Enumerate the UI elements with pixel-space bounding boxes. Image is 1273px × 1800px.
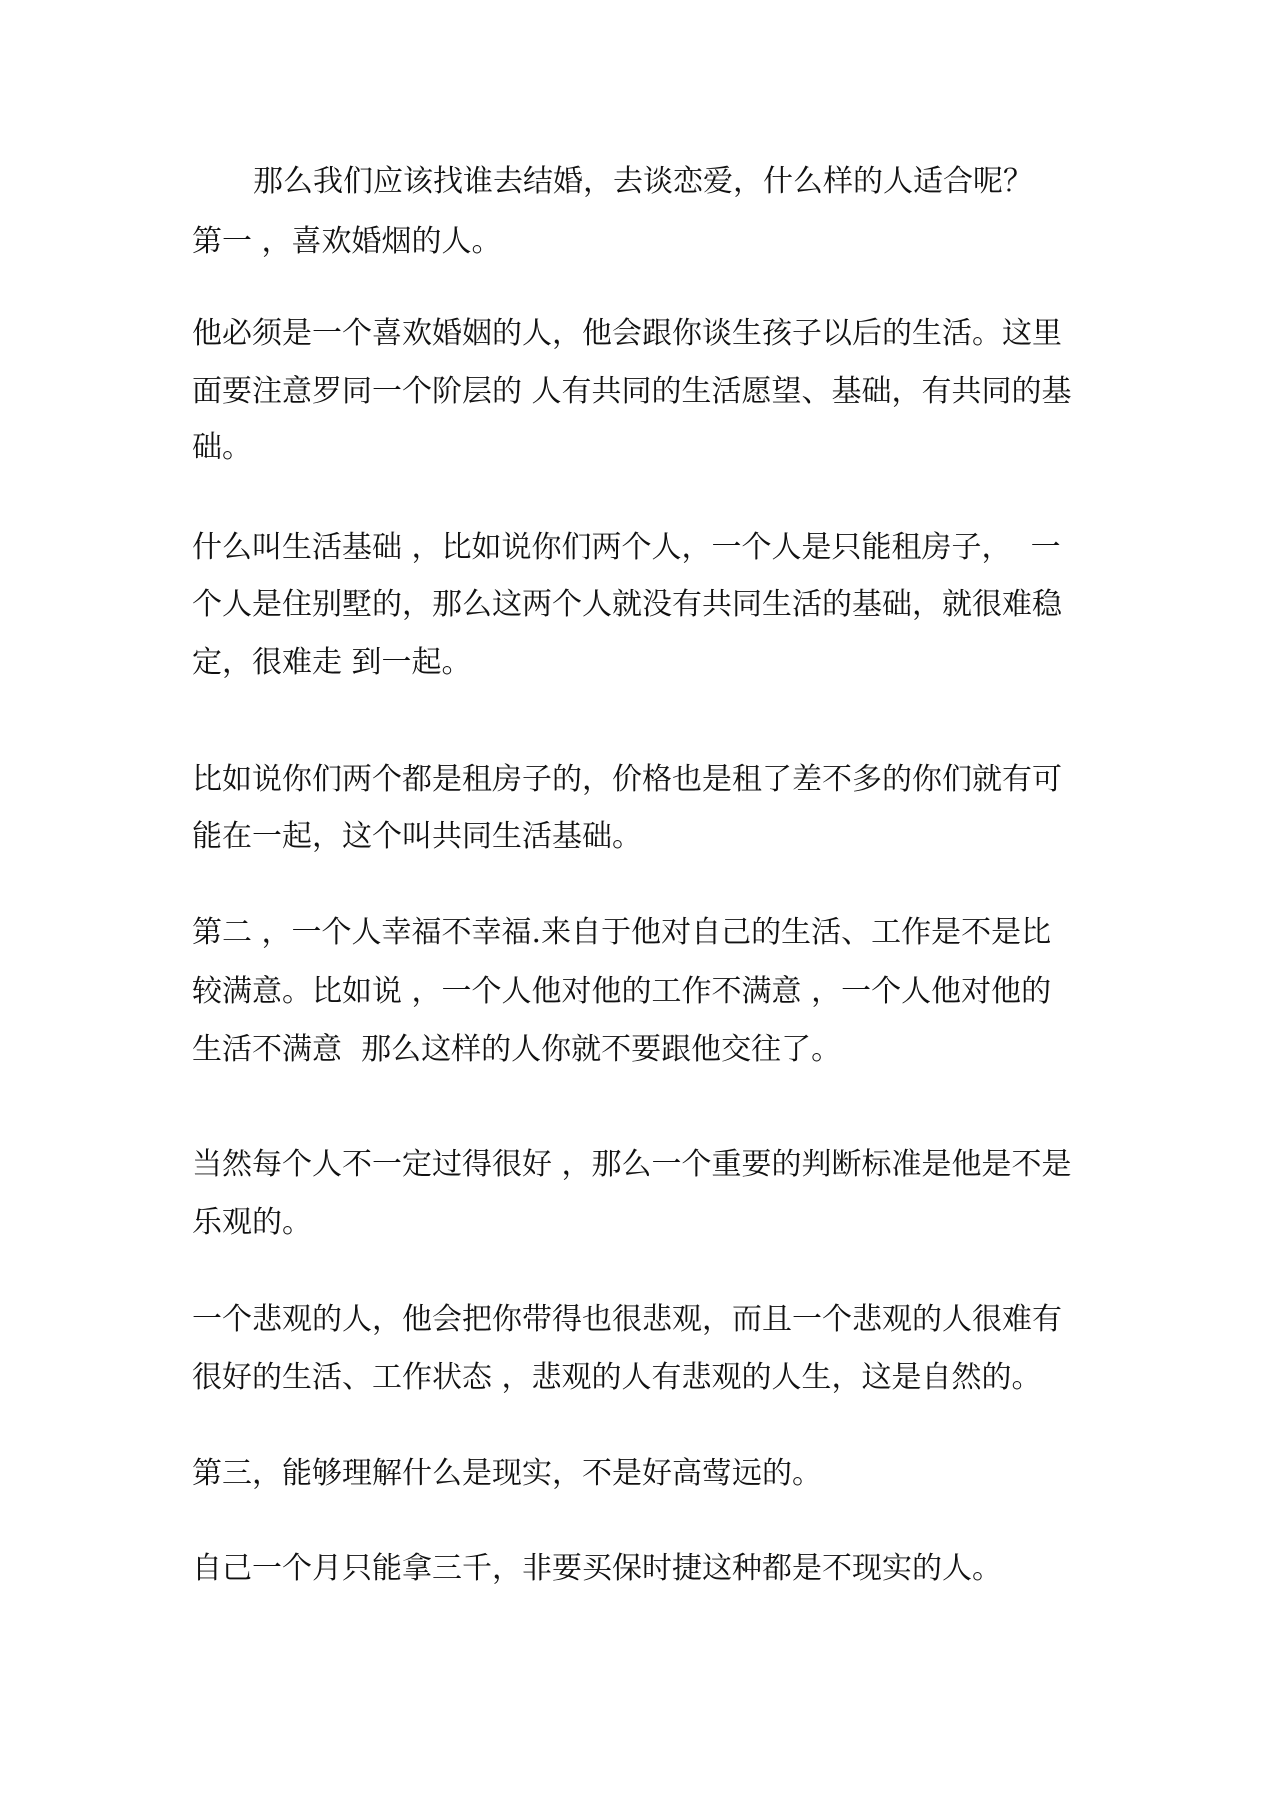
point-two-line: 第二 ，一个人幸福不幸福.来自于他对自己的生活、工作是不是比 (192, 915, 1052, 950)
point-one-heading: 第一 ，喜欢婚烟的人。 (192, 224, 502, 259)
paragraph-line: 当然每个人不一定过得很好 ，那么一个重要的判断标准是他是不是 (192, 1147, 1072, 1182)
paragraph-line: 他必须是一个喜欢婚姻的人，他会跟你谈生孩子以后的生活。这里 (192, 316, 1062, 351)
paragraph-line: 个人是住别墅的，那么这两个人就没有共同生活的基础，就很难稳 (192, 587, 1062, 622)
paragraph-line: 一个悲观的人，他会把你带得也很悲观，而且一个悲观的人很难有 (192, 1302, 1062, 1337)
paragraph-line: 比如说你们两个都是租房子的，价格也是租了差不多的你们就有可 (192, 762, 1062, 797)
paragraph-line: 什么叫生活基础 ，比如说你们两个人，一个人是只能租房子， 一 (192, 530, 1061, 565)
paragraph-line: 定，很难走 到一起。 (192, 645, 472, 680)
paragraph-line: 自己一个月只能拿三千，非要买保时捷这种都是不现实的人。 (192, 1551, 1002, 1586)
paragraph-line: 生活不满意 那么这样的人你就不要跟他交往了。 (192, 1032, 842, 1067)
paragraph-line: 较满意。比如说 ，一个人他对他的工作不满意 ，一个人他对他的 (192, 974, 1052, 1009)
intro-question: 那么我们应该找谁去结婚，去谈恋爱，什么样的人适合呢？ (253, 164, 1033, 199)
paragraph-line: 乐观的。 (192, 1205, 312, 1240)
paragraph-line: 础。 (192, 430, 252, 465)
paragraph-line: 能在一起，这个叫共同生活基础。 (192, 819, 642, 854)
point-three-line: 第三，能够理解什么是现实，不是好高莺远的。 (192, 1456, 822, 1491)
paragraph-line: 很好的生活、工作状态 ，悲观的人有悲观的人生，这是自然的。 (192, 1360, 1042, 1395)
paragraph-line: 面要注意罗同一个阶层的 人有共同的生活愿望、基础，有共同的基 (192, 374, 1072, 409)
